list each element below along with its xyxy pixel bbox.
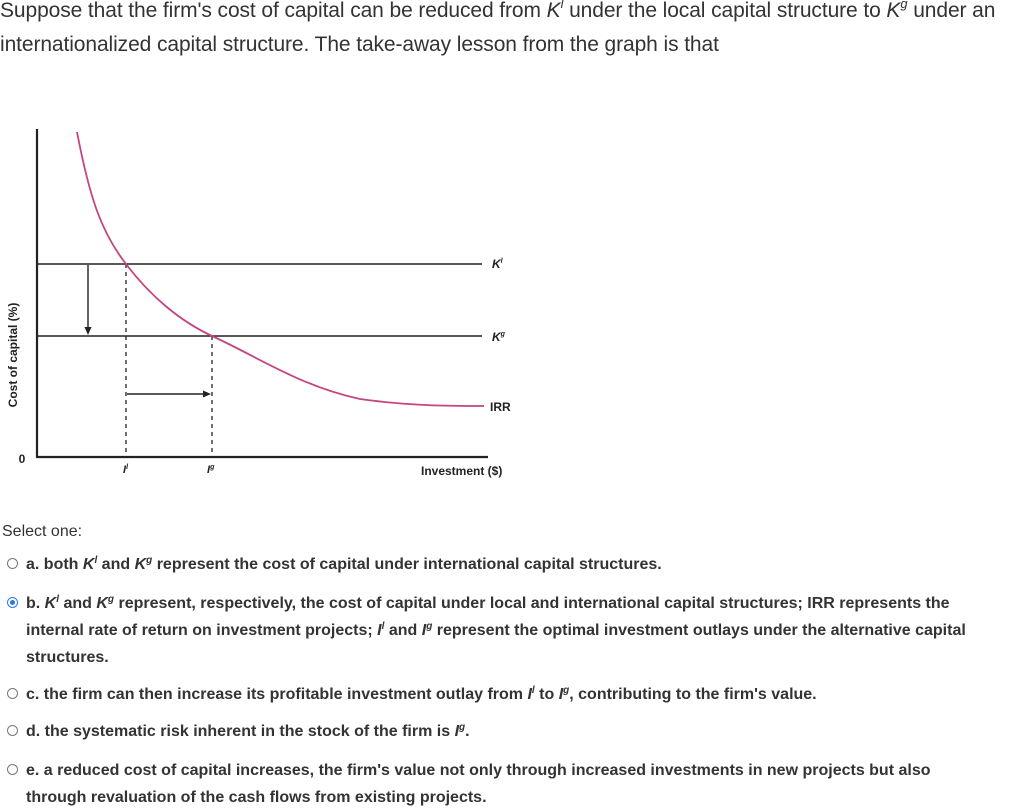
option-a-radio[interactable] xyxy=(7,558,18,569)
k-symbol: K xyxy=(886,0,901,22)
option-b-label[interactable]: b. $K^l$ and $K^g$ represent, respectively, the cost of capital under local and international capital structures; IRR represents the internal rate of return on investment projects; $I^l$ and $I^g$ represent the optimal investment outlays under the alternative capital structures. xyxy=(26,594,966,666)
option-b[interactable] xyxy=(0,590,990,671)
option-e-label[interactable]: e. a reduced cost of capital increases, the firm's value not only through increased investments in new projects but also through revaluation of the cash flows from existing projects. xyxy=(26,762,931,806)
question-part-1: Suppose that the firm's cost of capital can be reduced from xyxy=(0,0,547,22)
option-e[interactable] xyxy=(0,757,990,811)
k-symbol: K xyxy=(546,0,561,22)
down-arrow-head xyxy=(85,327,92,335)
option-b-radio[interactable] xyxy=(7,597,18,608)
option-a[interactable] xyxy=(0,551,990,578)
option-d[interactable] xyxy=(0,718,990,745)
origin-label: 0 xyxy=(18,452,26,466)
question-text xyxy=(0,0,1000,62)
question-part-2: under the local capital structure to xyxy=(563,0,887,22)
select-one-prompt: Select one: xyxy=(2,523,83,540)
kg-label: $K^g$ xyxy=(492,330,505,344)
right-arrow-head xyxy=(203,391,211,398)
question-part-3: under an internationalized capital structure. The take-away lesson from the graph is that xyxy=(0,0,996,56)
option-c-label[interactable]: c. the firm can then increase its profitable investment outlay from $I^l$ to $I^g$, contributing to the firm's value. xyxy=(26,685,817,703)
irr-label: IRR xyxy=(490,400,511,414)
option-e-radio[interactable] xyxy=(7,764,18,775)
ig-label: $I^g$ xyxy=(207,464,215,476)
kl-label: $K^l$ xyxy=(492,257,503,271)
option-a-label[interactable]: a. both $K^l$ and $K^g$ represent the cost of capital under international capital structures. xyxy=(26,555,662,573)
x-axis-label: Investment ($) xyxy=(421,464,503,478)
cost-of-capital-graph xyxy=(0,120,560,490)
k-local-superscript: l xyxy=(560,0,564,11)
il-label: $I^l$ xyxy=(123,464,129,476)
k-global-superscript: g xyxy=(900,0,908,11)
y-axis-label: Cost of capital (%) xyxy=(6,302,20,408)
option-c-radio[interactable] xyxy=(7,688,18,699)
option-d-label[interactable]: d. the systematic risk inherent in the stock of the firm is $I^g$. xyxy=(26,722,470,740)
option-d-radio[interactable] xyxy=(7,725,18,736)
irr-curve xyxy=(77,132,484,406)
option-c[interactable] xyxy=(0,681,990,708)
